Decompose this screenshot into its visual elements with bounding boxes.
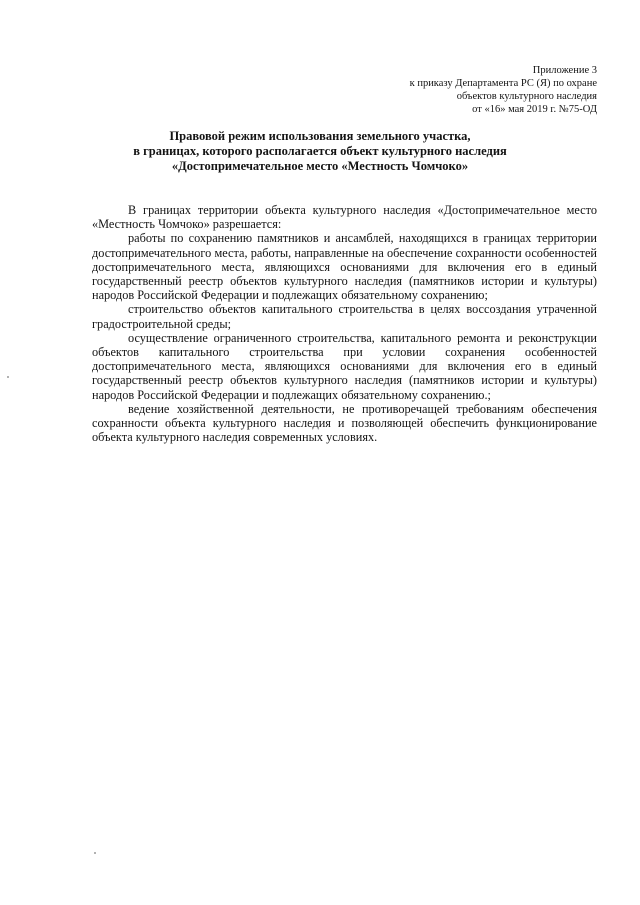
title-line-3: «Достопримечательное место «Местность Чомчоко»: [171, 159, 469, 173]
scan-speck: [94, 852, 96, 854]
scan-speck: [7, 376, 9, 378]
appendix-line-order: к приказу Департамента РС (Я) по охране: [409, 78, 597, 89]
body-paragraph-preservation-works: работы по сохранению памятников и ансамблей, находящихся в границах территории достопримечательного места, работы, направленные на обеспечение сохранности особенностей достопримечательного места, являющихся основаниями для включения его в единый государственный реестр объектов культурного наследия (памятников истории и культуры) народов Российской Федерации и подлежащих обязательному сохранению;: [92, 231, 597, 303]
document-body: [92, 203, 597, 444]
body-paragraph-construction: строительство объектов капитального строительства в целях воссоздания утраченной градостроительной среды;: [92, 302, 597, 331]
body-paragraph-intro: В границах территории объекта культурного наследия «Достопримечательное место «Местность Чомчоко» разрешается:: [92, 203, 597, 232]
document-title: [60, 129, 580, 174]
appendix-line-department: объектов культурного наследия: [456, 91, 597, 102]
appendix-header: [297, 64, 597, 116]
title-line-2: в границах, которого располагается объект культурного наследия: [133, 144, 507, 158]
title-line-1: Правовой режим использования земельного участка,: [169, 129, 471, 143]
body-paragraph-limited-construction: осуществление ограниченного строительства, капитального ремонта и реконструкции объектов капитального строительства при условии сохранения особенностей достопримечательного места, являющихся основаниями для включения его в единый государственный реестр объектов культурного наследия (памятников истории и культуры) народов Российской Федерации и подлежащих обязательному сохранению.;: [92, 330, 597, 402]
appendix-line-number: Приложение 3: [532, 65, 597, 76]
body-paragraph-economic-activity: ведение хозяйственной деятельности, не противоречащей требованиям обеспечения сохранности объекта культурного наследия и позволяющей обеспечить функционирование объекта культурного наследия современных условиях.: [92, 401, 597, 445]
appendix-line-date: от «16» мая 2019 г. №75-ОД: [472, 104, 597, 115]
